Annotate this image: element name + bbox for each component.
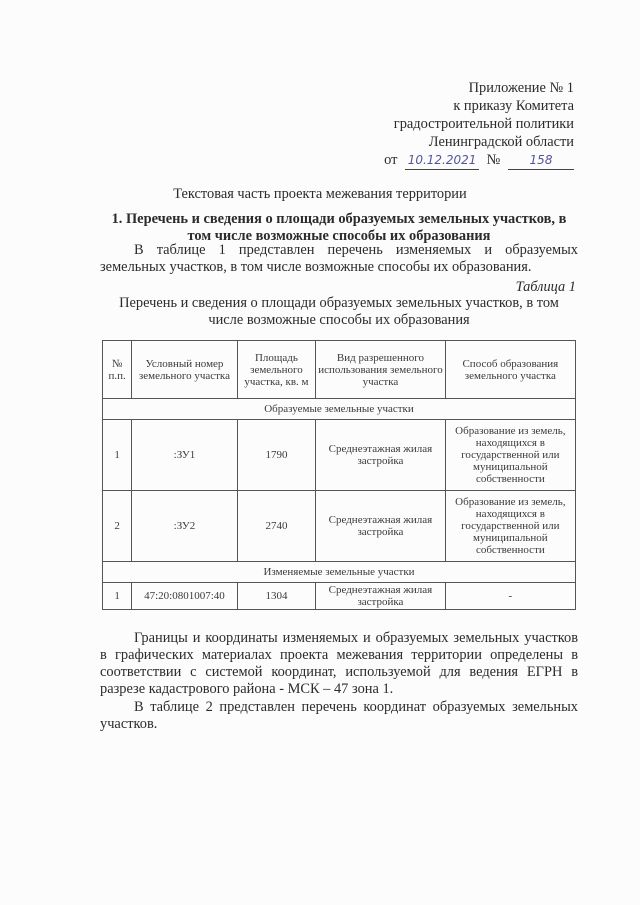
header-area: Площадь земельного участка, кв. м <box>237 341 315 399</box>
document-title: Текстовая часть проекта межевания территории <box>173 186 467 202</box>
group-row-modified <box>103 562 576 583</box>
appendix-block <box>384 79 574 170</box>
appendix-committee: градостроительной политики <box>393 116 574 132</box>
cell-formation-method: Образование из земель, находящихся в государственной или муниципальной собственности <box>445 491 575 562</box>
group-title-formed: Образуемые земельные участки <box>103 399 576 420</box>
cell-permitted-use: Среднеэтажная жилая застройка <box>316 420 446 491</box>
header-number: № п.п. <box>103 341 132 399</box>
date-prefix: от <box>384 152 398 168</box>
table-caption: Перечень и сведения о площади образуемых земельных участков, в том числе возможные способы их образования <box>119 295 559 328</box>
group-title-modified: Изменяемые земельные участки <box>103 562 576 583</box>
header-permitted-use: Вид разрешенного использования земельного участка <box>316 341 446 399</box>
land-plots-table <box>102 340 576 610</box>
appendix-title: Приложение № 1 <box>468 80 574 96</box>
cell-area: 1304 <box>237 583 315 610</box>
cell-area: 2740 <box>237 491 315 562</box>
appendix-date-number-line <box>384 151 574 170</box>
cell-permitted-use: Среднеэтажная жилая застройка <box>316 491 446 562</box>
cell-number: 1 <box>103 420 132 491</box>
table-row <box>103 583 576 610</box>
handwritten-date: 10.12.2021 <box>405 151 479 170</box>
cell-number: 1 <box>103 583 132 610</box>
table-label: Таблица 1 <box>515 279 576 295</box>
paragraph-intro: В таблице 1 представлен перечень изменяемых и образуемых земельных участков, в том числе возможные способы их образования. <box>100 242 578 275</box>
table-header-row <box>103 341 576 399</box>
appendix-order-ref: к приказу Комитета <box>453 98 574 114</box>
section-heading: 1. Перечень и сведения о площади образуемых земельных участков, в том числе возможные способы их образования <box>111 211 567 244</box>
cell-permitted-use: Среднеэтажная жилая застройка <box>316 583 446 610</box>
cell-formation-method: Образование из земель, находящихся в государственной или муниципальной собственности <box>445 420 575 491</box>
cell-area: 1790 <box>237 420 315 491</box>
handwritten-number: 158 <box>508 151 574 170</box>
cell-plot-id: :ЗУ2 <box>132 491 238 562</box>
paragraph-coordinates: Границы и координаты изменяемых и образуемых земельных участков в графических материалах проекта межевания территории определены в соответствии с системой координат, используемой для ведения ЕГРН в разрезе кадастрового района - МСК – 47 зона 1. <box>100 630 578 697</box>
table-row <box>103 420 576 491</box>
header-plot-id: Условный номер земельного участка <box>132 341 238 399</box>
cell-number: 2 <box>103 491 132 562</box>
cell-plot-id: 47:20:0801007:40 <box>132 583 238 610</box>
number-prefix: № <box>486 152 501 168</box>
cell-formation-method: - <box>445 583 575 610</box>
appendix-region: Ленинградской области <box>428 134 574 150</box>
group-row-formed <box>103 399 576 420</box>
table-row <box>103 491 576 562</box>
cell-plot-id: :ЗУ1 <box>132 420 238 491</box>
header-formation-method: Способ образования земельного участка <box>445 341 575 399</box>
paragraph-table2-ref: В таблице 2 представлен перечень координат образуемых земельных участков. <box>100 699 578 732</box>
